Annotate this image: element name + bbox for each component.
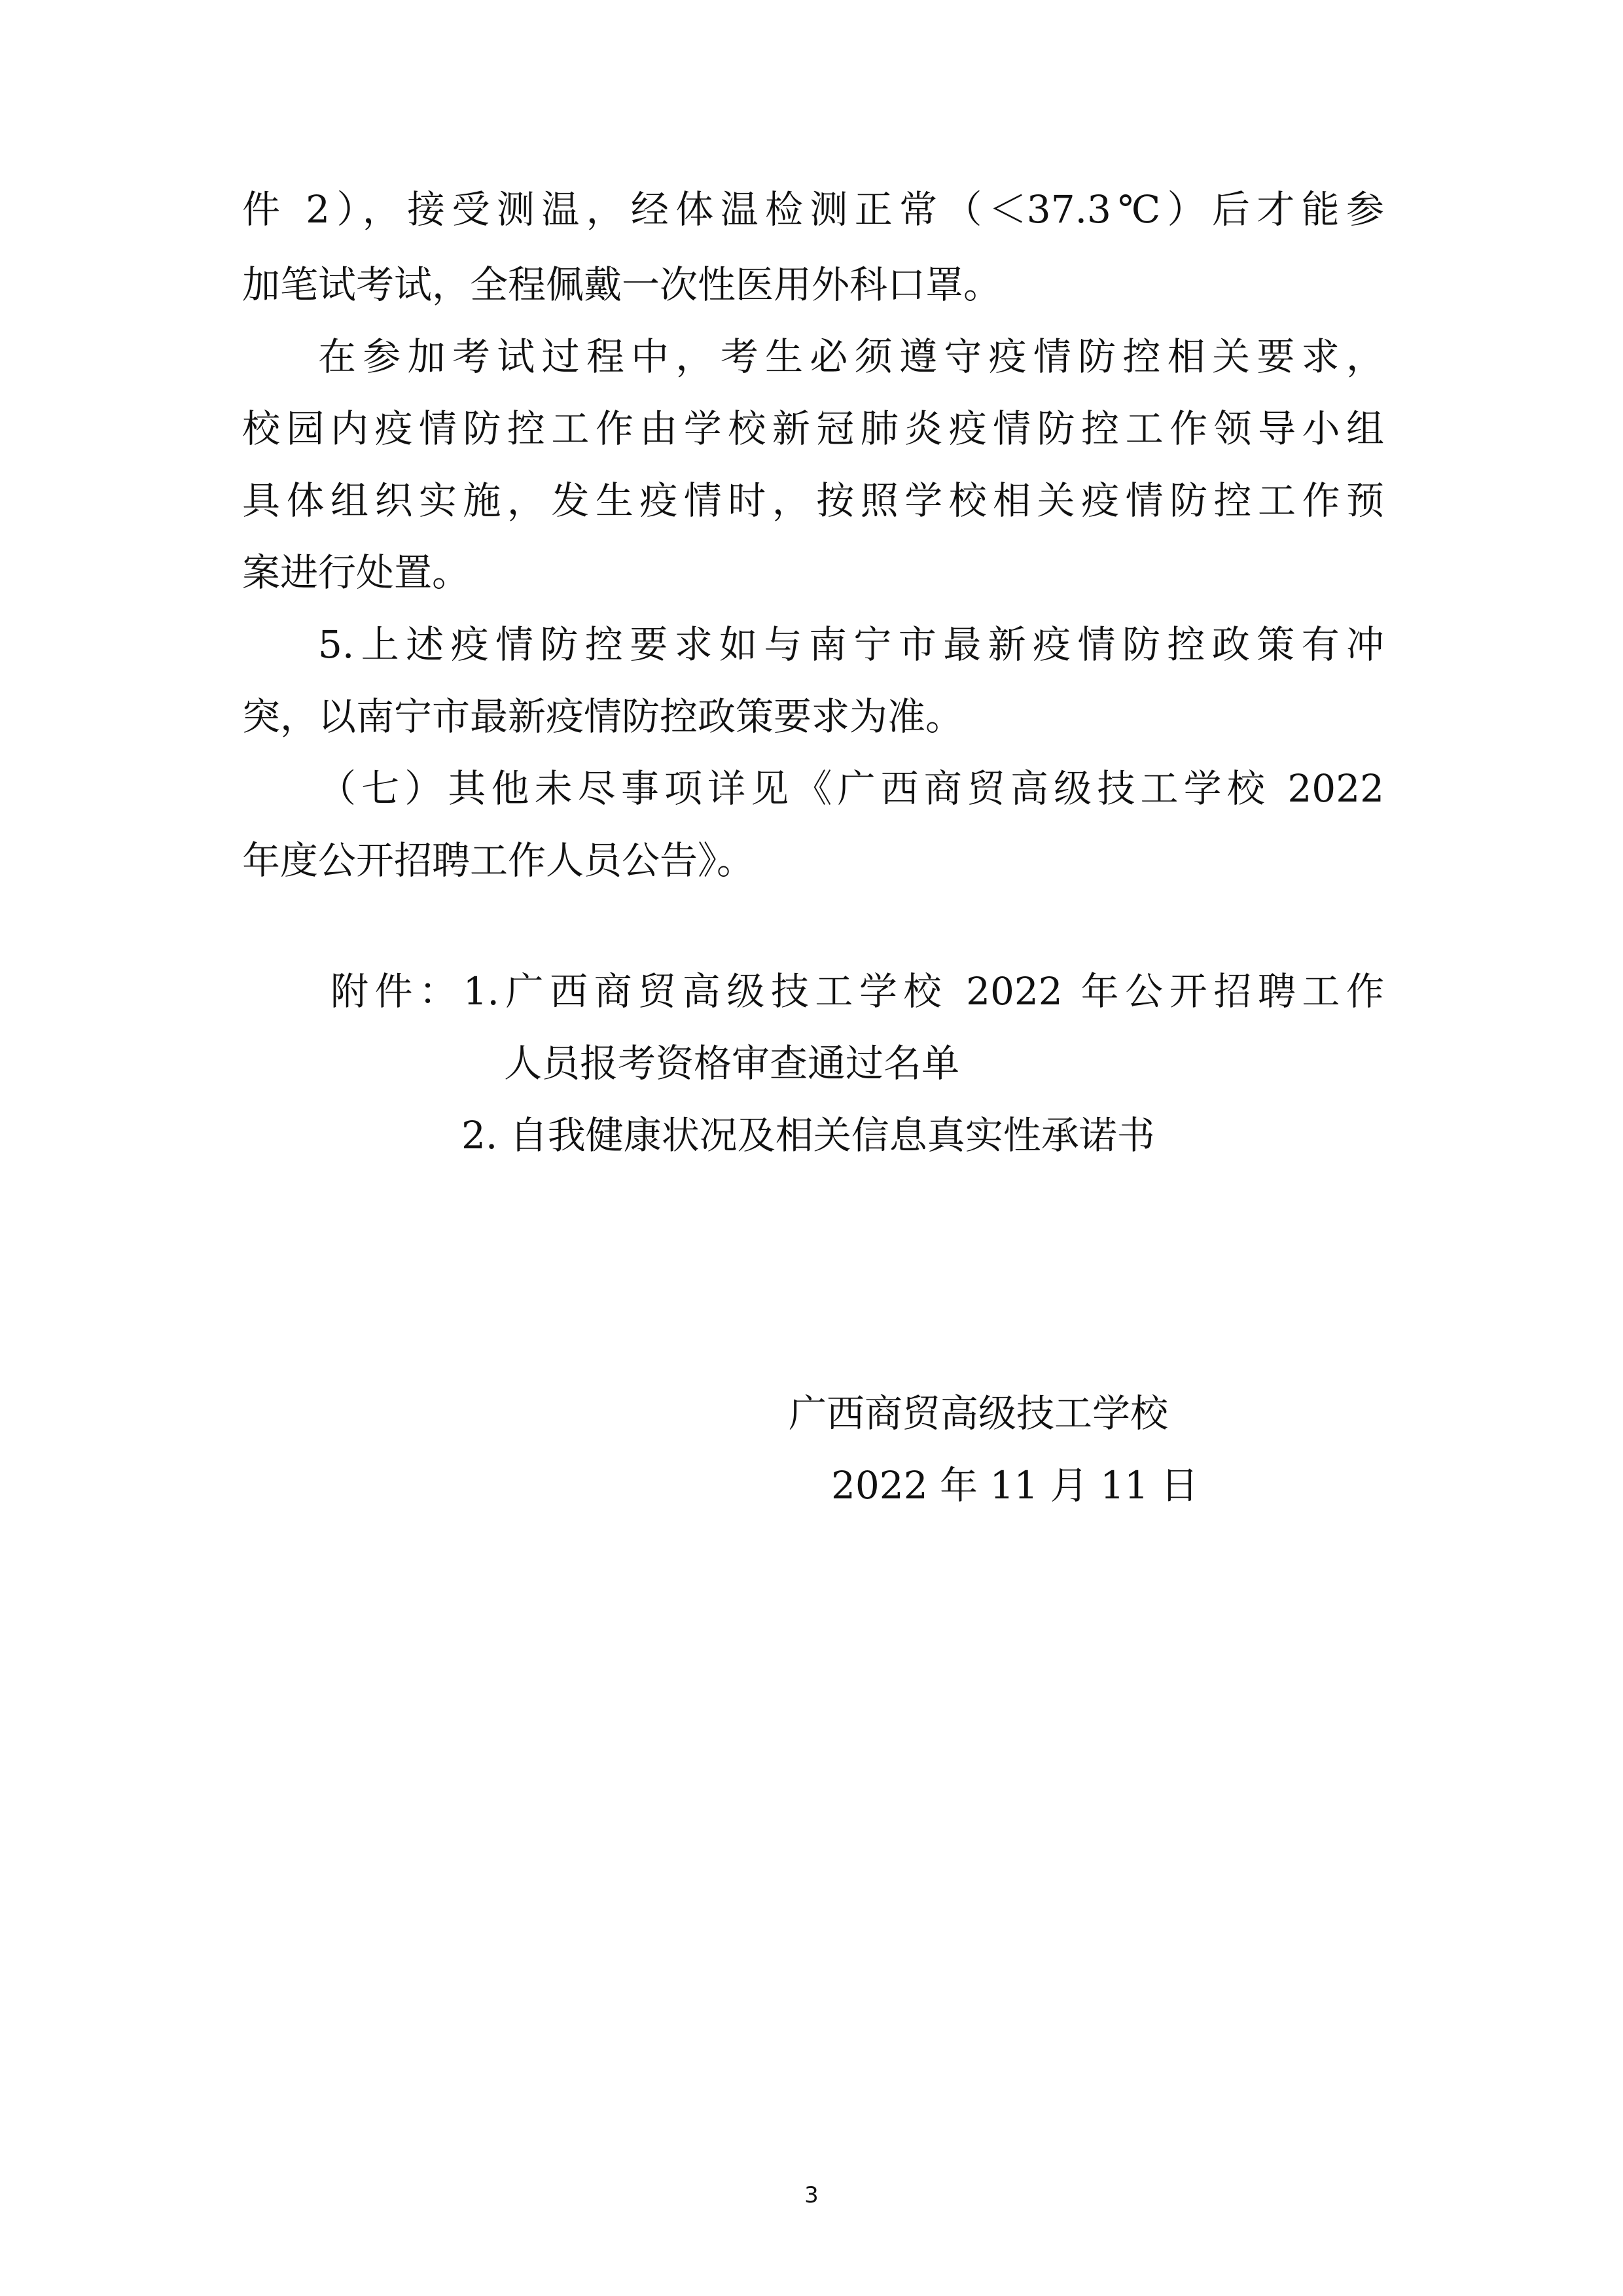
body-line-8: 突，以南宁市最新疫情防控政策要求为准。 <box>242 694 964 739</box>
attachment-line-3: 2. 自我健康状况及相关信息真实性承诺书 <box>461 1113 1155 1157</box>
attachment-line-1: 附件：1.广西商贸高级技工学校 2022 年公开招聘工作 <box>330 969 1384 1014</box>
signature-date: 2022 年 11 月 11 日 <box>831 1463 1199 1508</box>
body-line-1: 件 2），接受测温，经体温检测正常（＜37.3℃）后才能参 <box>242 187 1384 232</box>
body-line-7: 5.上述疫情防控要求如与南宁市最新疫情防控政策有冲 <box>318 622 1384 667</box>
body-line-2: 加笔试考试，全程佩戴一次性医用外科口罩。 <box>242 262 1002 307</box>
body-line-4: 校园内疫情防控工作由学校新冠肺炎疫情防控工作领导小组 <box>242 406 1384 451</box>
attachment-line-2: 人员报考资格审查通过名单 <box>504 1041 960 1086</box>
signature-org: 广西商贸高级技工学校 <box>789 1391 1169 1436</box>
body-line-10: 年度公开招聘工作人员公告》。 <box>242 838 755 883</box>
page-number: 3 <box>804 2182 819 2208</box>
body-line-3: 在参加考试过程中，考生必须遵守疫情防控相关要求， <box>318 334 1384 379</box>
body-line-9: （七）其他未尽事项详见《广西商贸高级技工学校 2022 <box>318 766 1384 811</box>
body-line-6: 案进行处置。 <box>242 550 471 595</box>
body-line-5: 具体组织实施，发生疫情时，按照学校相关疫情防控工作预 <box>242 478 1384 523</box>
